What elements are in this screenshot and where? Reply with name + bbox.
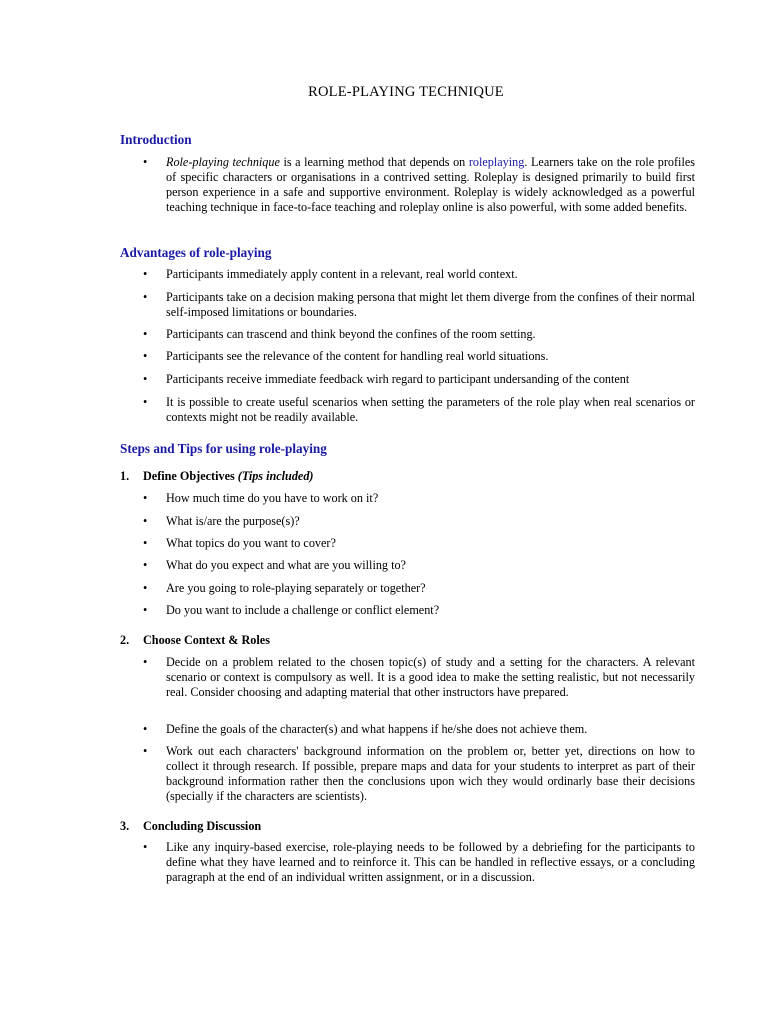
bullet-icon: • xyxy=(143,655,148,669)
bullet-icon: • xyxy=(143,267,148,281)
bullet-icon: • xyxy=(143,349,148,363)
bullet-icon: • xyxy=(143,536,148,550)
bullet-icon: • xyxy=(143,491,148,505)
bullet-icon: • xyxy=(143,395,148,409)
introduction-heading: Introduction xyxy=(120,132,192,147)
step-3-heading xyxy=(120,819,261,834)
step-number: 2. xyxy=(120,633,130,647)
list-item: Work out each characters' background information on the problem or, better yet, directions on how to collect it through research. If possible, prepare maps and data for your students to interpret as part of their background information rather then the conclusions upon wich they would ordinarly base their decisions (specially if the characters are scientists). xyxy=(166,744,695,803)
bullet-icon: • xyxy=(143,558,148,572)
bullet-icon: • xyxy=(143,155,148,169)
intro-text-2: . Learners take on the role profiles of specific characters or organisations in a contrived setting. Roleplay is designed primarily to build first person experience in a safe and supportive environment. Roleplay is widely acknowledged as a powerful teaching technique in face-to-face teaching and roleplay online is also powerful, with some added benefits. xyxy=(166,155,695,214)
intro-term: Role-playing technique xyxy=(166,155,280,169)
list-item: What is/are the purpose(s)? xyxy=(166,514,300,528)
list-item: What topics do you want to cover? xyxy=(166,536,336,550)
page-title: ROLE-PLAYING TECHNIQUE xyxy=(308,84,504,100)
introduction-paragraph xyxy=(166,155,695,215)
bullet-icon: • xyxy=(143,514,148,528)
bullet-icon: • xyxy=(143,722,148,736)
step-label: Concluding Discussion xyxy=(143,819,262,833)
bullet-icon: • xyxy=(143,744,148,758)
list-item: Define the goals of the character(s) and what happens if he/she does not achieve them. xyxy=(166,722,588,736)
steps-heading: Steps and Tips for using role-playing xyxy=(120,441,327,456)
list-item: Participants see the relevance of the content for handling real world situations. xyxy=(166,349,549,363)
step-label: Choose Context & Roles xyxy=(143,633,270,647)
list-item: It is possible to create useful scenarios when setting the parameters of the role play when real scenarios or contexts might not be readily available. xyxy=(166,395,695,424)
bullet-icon: • xyxy=(143,840,148,854)
bullet-icon: • xyxy=(143,327,148,341)
bullet-icon: • xyxy=(143,581,148,595)
step-number: 1. xyxy=(120,469,130,483)
list-item: Do you want to include a challenge or conflict element? xyxy=(166,603,440,617)
bullet-icon: • xyxy=(143,603,148,617)
list-item: Participants can trascend and think beyond the confines of the room setting. xyxy=(166,327,536,341)
bullet-icon: • xyxy=(143,290,148,304)
step-1-heading xyxy=(120,469,313,484)
list-item: How much time do you have to work on it? xyxy=(166,491,379,505)
step-label-tips: (Tips included) xyxy=(237,469,314,483)
advantages-heading: Advantages of role-playing xyxy=(120,245,272,260)
intro-text-1: is a learning method that depends on xyxy=(279,155,469,169)
list-item: Like any inquiry-based exercise, role-playing needs to be followed by a debriefing for the participants to define what they have learned and to reinforce it. This can be handled in reflective essays, or a concluding paragraph at the end of an individual written assignment, or in a discussion. xyxy=(166,840,695,884)
list-item: Participants receive immediate feedback wirh regard to participant undersanding of the content xyxy=(166,372,630,386)
list-item: Participants take on a decision making persona that might let them diverge from the confines of their normal self-imposed limitations or boundaries. xyxy=(166,290,695,319)
list-item: Decide on a problem related to the chosen topic(s) of study and a setting for the characters. A relevant scenario or context is compulsory as well. It is a good idea to make the setting realistic, but not necessarily real. Consider choosing and adapting material that other instructors have prepared. xyxy=(166,655,695,699)
step-label: Define Objectives xyxy=(143,469,238,483)
list-item: Are you going to role-playing separately or together? xyxy=(166,581,426,595)
step-2-heading xyxy=(120,633,270,648)
bullet-icon: • xyxy=(143,372,148,386)
list-item: What do you expect and what are you willing to? xyxy=(166,558,406,572)
step-number: 3. xyxy=(120,819,130,833)
list-item: Participants immediately apply content in a relevant, real world context. xyxy=(166,267,518,281)
roleplaying-link[interactable]: roleplaying xyxy=(468,155,525,169)
